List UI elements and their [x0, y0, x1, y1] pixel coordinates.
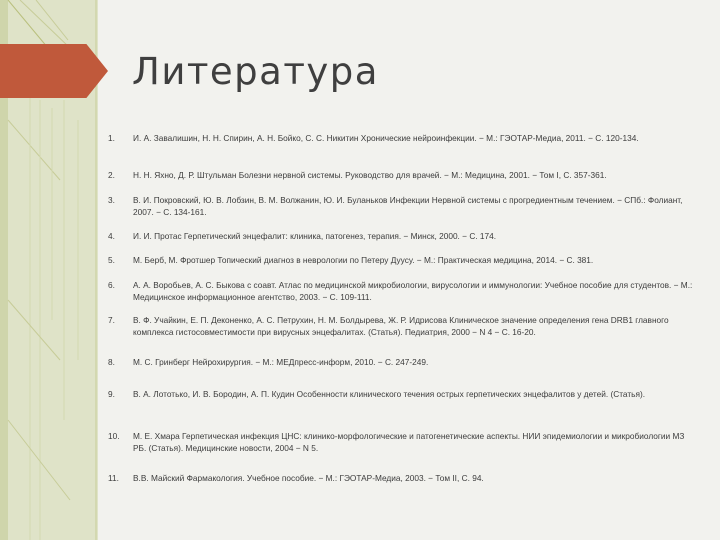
slide-title: Литература	[132, 50, 379, 93]
reference-text: И. И. Протас Герпетический энцефалит: клиника, патогенез, терапия. − Минск, 2000. − С. 174.	[133, 231, 497, 241]
reference-text: В. Ф. Учайкин, Е. П. Деконенко, А. С. Петрухин, Н. М. Болдырева, Ж. Р. Идрисова Клиническое значение определения гена DRB1 главного комплекса гистосовместимости при вирусных энцефалитах. (Статья). Педиатрия, 2000 − N 4 − С. 16-20.	[133, 315, 669, 337]
reference-number: 9.	[108, 389, 115, 399]
reference-number: 2.	[108, 170, 115, 180]
reference-number: 6.	[108, 280, 115, 290]
reference-number: 3.	[108, 195, 115, 205]
reference-text: В. А. Лототько, И. В. Бородин, А. П. Кудин Особенности клинического течения острых герпетических энцефалитов у детей. (Статья).	[133, 389, 646, 399]
reference-number: 7.	[108, 315, 115, 325]
reference-text: Н. Н. Яхно, Д. Р. Штульман Болезни нервной системы. Руководство для врачей. − М.: Медицина, 2001. − Том I, С. 357-361.	[133, 170, 607, 180]
reference-text: В. И. Покровский, Ю. В. Лобзин, В. М. Волжанин, Ю. И. Буланьков Инфекции Нервной системы с прогредиентным течением. − СПб.: Фолиант, 2007. − С. 134-161.	[133, 195, 683, 217]
reference-number: 10.	[108, 431, 120, 441]
title-accent-arrow	[0, 44, 108, 98]
reference-text: М. Берб, М. Фротшер Топический диагноз в неврологии по Петеру Дуусу. − М.: Практическая медицина, 2014. − С. 381.	[133, 255, 594, 265]
reference-text: В.В. Майский Фармакология. Учебное пособие. − М.: ГЭОТАР-Медиа, 2003. − Том II, С. 94.	[133, 473, 484, 483]
reference-number: 4.	[108, 231, 115, 241]
reference-number: 11.	[108, 473, 119, 483]
reference-number: 5.	[108, 255, 115, 265]
reference-text: М. С. Гринберг Нейрохирургия. − М.: МЕДпресс-информ, 2010. − С. 247-249.	[133, 357, 429, 367]
reference-number: 8.	[108, 357, 115, 367]
reference-text: М. Е. Хмара Герпетическая инфекция ЦНС: клинико-морфологические и патогенетические аспекты. НИИ эпидемиологии и микробиологии МЗ РБ. (Статья). Медицинские новости, 2004 − N 5.	[133, 431, 685, 453]
reference-text: И. А. Завалишин, Н. Н. Спирин, А. Н. Бойко, С. С. Никитин Хронические нейроинфекции. − М.: ГЭОТАР-Медиа, 2011. − С. 120-134.	[133, 133, 639, 143]
reference-text: А. А. Воробьев, А. С. Быкова с соавт. Атлас по медицинской микробиологии, вирусологии и иммунологии: Учебное пособие для студентов. − М.: Медицинское информационное агентство, 2003. − С. 109-111.	[133, 280, 693, 302]
reference-number: 1.	[108, 133, 115, 143]
